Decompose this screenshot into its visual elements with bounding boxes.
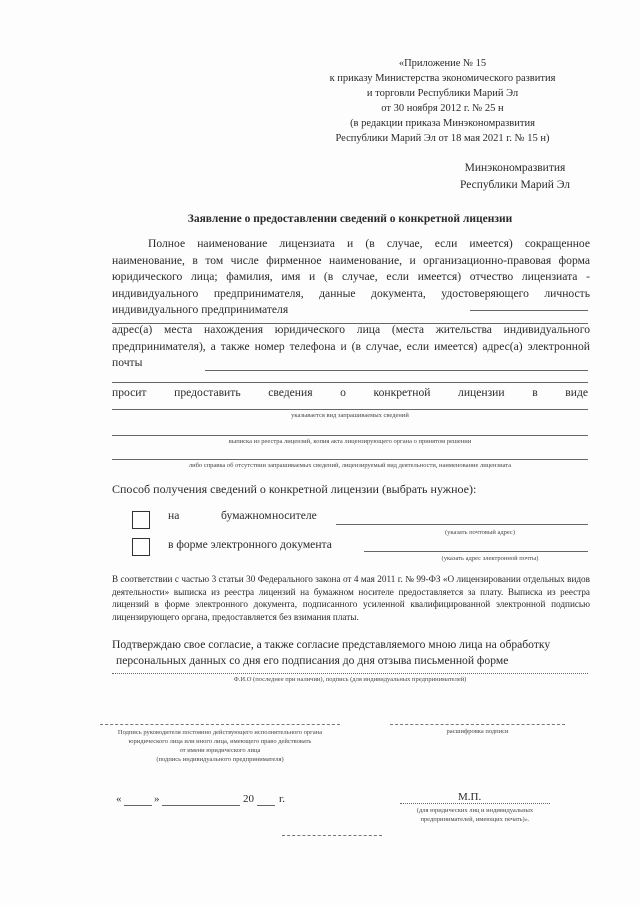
email-address-field[interactable]	[364, 551, 588, 552]
postal-address-caption: (указать почтовый адрес)	[445, 529, 515, 536]
postal-address-field[interactable]	[336, 524, 588, 525]
consent-line-1: Подтверждаю свое согласие, а также согласие представляемого мною лица на обработку	[112, 638, 551, 651]
date-quote-open: «	[116, 793, 122, 805]
date-quote-close: »	[154, 793, 160, 805]
signature-caption-2: юридического лица или иного лица, имеющего право действовать	[128, 738, 312, 745]
paper-option-word-3: носителе	[272, 509, 317, 522]
recipient-line-1: Минэкономразвития	[464, 162, 566, 174]
date-month-field[interactable]	[162, 805, 240, 806]
seal-note	[395, 806, 555, 824]
annex-line-4: от 30 ноября 2012 г. № 25 н	[381, 103, 504, 114]
info-type-field-line-2[interactable]	[112, 435, 588, 436]
signature-caption-1: Подпись руководителя постоянно действующего исполнительного органа	[117, 729, 323, 736]
info-type-field-line-3[interactable]	[112, 459, 588, 460]
consent-caption: Ф.И.О (последнее при наличии), подпись (для индивидуальных предпринимателей)	[233, 676, 467, 683]
electronic-checkbox[interactable]	[132, 538, 150, 556]
legal-notice: В соответствии с частью 3 статьи 30 Федерального закона от 4 мая 2011 г. № 99-ФЗ «О лицензировании отдельных видов деятельности» выписка из реестра лицензий на бумажном носителе предоставляется за плату. Выписка из реестра лицензий в форме электронного документа, подписанного усиленной квалифицированной электронной подписью лицензирующего органа, предоставляется без взимания платы.	[112, 574, 590, 622]
date-year-suffix: г.	[279, 793, 286, 805]
signature-decoding-caption: расшифровка подписи	[446, 728, 509, 735]
seal-mark: М.П.	[458, 791, 482, 803]
annex-line-6: Республики Марий Эл от 18 мая 2021 г. № 15 н)	[335, 133, 550, 144]
consent-block	[112, 637, 590, 669]
address-field-line-2[interactable]	[112, 382, 588, 383]
consent-line-2: персональных данных со дня его подписания до дня отзыва письменной форме	[116, 654, 509, 667]
request-word-4: о	[340, 386, 346, 399]
date-day-field[interactable]	[124, 805, 152, 806]
annex-line-2: к приказу Министерства экономического развития	[329, 73, 556, 84]
info-type-caption-2: выписка из реестра лицензий, копия акта лицензирующего органа о принятом решении	[228, 438, 472, 445]
recipient-block	[440, 160, 590, 194]
request-word-5: конкретной	[373, 386, 431, 399]
address-paragraph: адрес(а) места нахождения юридического лица (места жительства индивидуального предпринимателя), а также номер телефона и (в случае, если имеется) адрес(а) электронной почты	[112, 323, 590, 369]
request-word-7: в	[532, 386, 538, 399]
seal-note-1: (для юридических лиц и индивидуальных	[416, 807, 534, 814]
paper-option-word-1: на	[168, 509, 180, 522]
annex-line-1: «Приложение № 15	[398, 58, 487, 69]
paper-option-word-2: бумажном	[221, 509, 272, 522]
email-field[interactable]	[205, 370, 588, 371]
seal-note-2: предпринимателей, имеющих печать)».	[420, 816, 530, 823]
seal-line	[400, 803, 550, 804]
consent-signature-field[interactable]	[112, 673, 588, 674]
signature-field[interactable]	[100, 724, 340, 725]
info-type-caption: указывается вид запрашиваемых сведений	[291, 412, 409, 419]
signature-caption-3: от имени юридического лица	[179, 747, 261, 754]
paper-checkbox[interactable]	[132, 511, 150, 529]
info-type-caption-3: либо справка об отсутствии запрашиваемых сведений, лицензируемый вид деятельности, наименование лицензиата	[188, 462, 512, 469]
applicant-info-paragraph: Полное наименование лицензиата и (в случае, если имеется) сокращенное наименование, в том числе фирменное наименование, и организационно-правовая форма юридического лица; фамилия, имя и (в случае, если имеется) отчество лицензиата - индивидуального предпринимателя, данные документа, удостоверяющего личность индивидуального предпринимателя	[112, 237, 590, 316]
footer-mark	[282, 835, 382, 836]
signature-decoding-field[interactable]	[390, 724, 565, 725]
signature-caption-4: (подпись индивидуального предпринимателя)	[156, 756, 284, 763]
date-year-prefix: 20	[243, 793, 254, 805]
request-word-2: предоставить	[174, 386, 241, 399]
document-title: Заявление о предоставлении сведений о конкретной лицензии	[187, 213, 513, 225]
signature-caption	[100, 728, 340, 764]
annex-line-3: и торговли Республики Марий Эл	[366, 88, 519, 99]
request-row	[112, 386, 588, 399]
request-word-6: лицензии	[458, 386, 505, 399]
applicant-info-field[interactable]	[470, 310, 588, 311]
recipient-line-2: Республики Марий Эл	[459, 179, 570, 191]
info-type-field[interactable]	[112, 409, 588, 410]
date-year-field[interactable]	[257, 805, 275, 806]
method-heading: Способ получения сведений о конкретной лицензии (выбрать нужное):	[112, 482, 477, 496]
annex-header	[300, 56, 585, 146]
electronic-option-label: в форме электронного документа	[168, 538, 332, 551]
request-word-8: виде	[565, 386, 588, 399]
annex-line-5: (в редакции приказа Минэкономразвития	[350, 118, 535, 129]
request-word-1: просит	[112, 386, 147, 399]
email-address-caption: (указать адрес электронной почты)	[441, 555, 539, 562]
request-word-3: сведения	[268, 386, 313, 399]
